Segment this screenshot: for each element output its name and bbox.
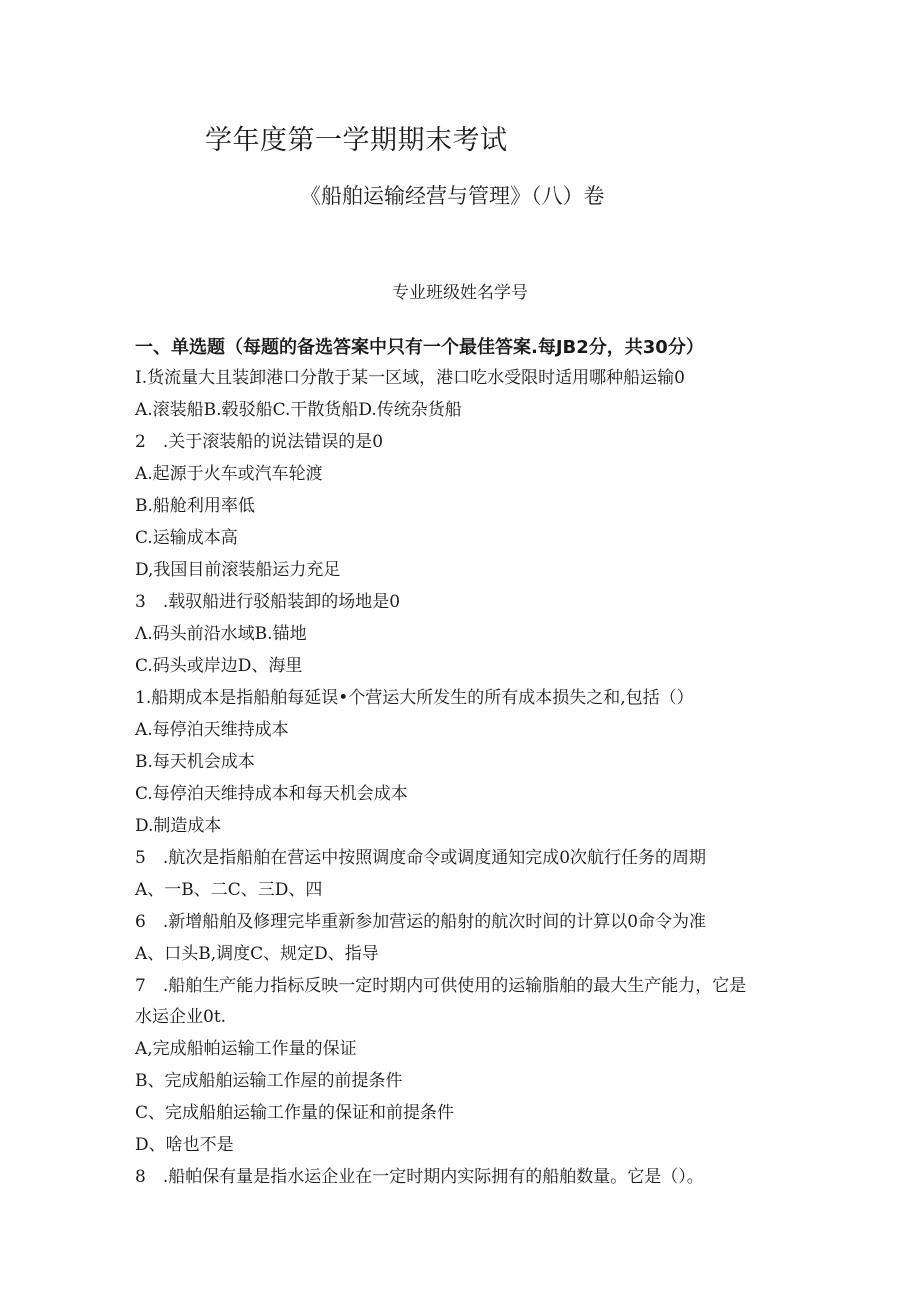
option-line: A.滚装船B.毂驳船C.干散货船D.传统杂货船 (135, 400, 462, 420)
course-subtitle: 《船舶运输经营与管理》（八）卷 (300, 184, 605, 208)
exam-title: 学年度第一学期期末考试 (205, 125, 508, 156)
question-line: 3 .载驭船进行驳船装卸的场地是0 (135, 592, 401, 612)
option-line: A、一B、二C、三D、四 (135, 880, 323, 900)
option-line: B.船舱利用率低 (135, 496, 255, 516)
question-line-continued: 水运企业0t. (135, 1007, 227, 1027)
question-line: 6 .新增船舶及修理完毕重新参加营运的船射的航次时间的计算以0命令为准 (135, 912, 707, 932)
question-line: 1.船期成本是指船舶每延误•个营运大所发生的所有成本损失之和,包括（） (135, 688, 694, 708)
option-line: A、口头B,调度C、规定D、指导 (135, 944, 379, 964)
question-line: 2 .关于滚装船的说法错误的是0 (135, 432, 384, 452)
student-info-line: 专业班级姓名学号 (392, 283, 528, 303)
question-line: 7 .船舶生产能力指标反映一定时期内可供使用的运输脂舶的最大生产能力，它是 (135, 976, 747, 996)
option-line: D、啥也不是 (135, 1135, 234, 1155)
question-line: 5 .航次是指船舶在营运中按照调度命令或调度通知完成0次航行任务的周期 (135, 848, 707, 868)
question-line: 8 .船帕保有量是指水运企业在一定时期内实际拥有的船舶数量。它是（）。 (135, 1167, 704, 1187)
option-line: A,完成船帕运输工作量的保证 (135, 1039, 357, 1059)
option-line: D,我国目前滚装船运力充足 (135, 560, 341, 580)
option-line: B、完成船舶运输工作屋的前提条件 (135, 1071, 403, 1091)
option-line: C.码头或岸边D、海里 (135, 656, 303, 676)
section-heading: 一、单选题（每题的备选答案中只有一个最佳答案.每JB2分，共30分） (135, 337, 704, 358)
option-line: C.运输成本高 (135, 528, 238, 548)
option-line: B.每天机会成本 (135, 752, 255, 772)
option-line: C、完成船舶运输工作量的保证和前提条件 (135, 1103, 455, 1123)
option-line: A.每停泊天维持成本 (135, 720, 289, 740)
option-line: C.每停泊天维持成本和每天机会成本 (135, 784, 408, 804)
question-line: I.货流量大且装卸港口分散于某一区域，港口吃水受限时适用哪种船运输0 (135, 368, 685, 388)
option-line: D.制造成本 (135, 816, 222, 836)
option-line: A.起源于火车或汽车轮渡 (135, 464, 323, 484)
option-line: Λ.码头前沿水域B.锚地 (135, 624, 307, 644)
